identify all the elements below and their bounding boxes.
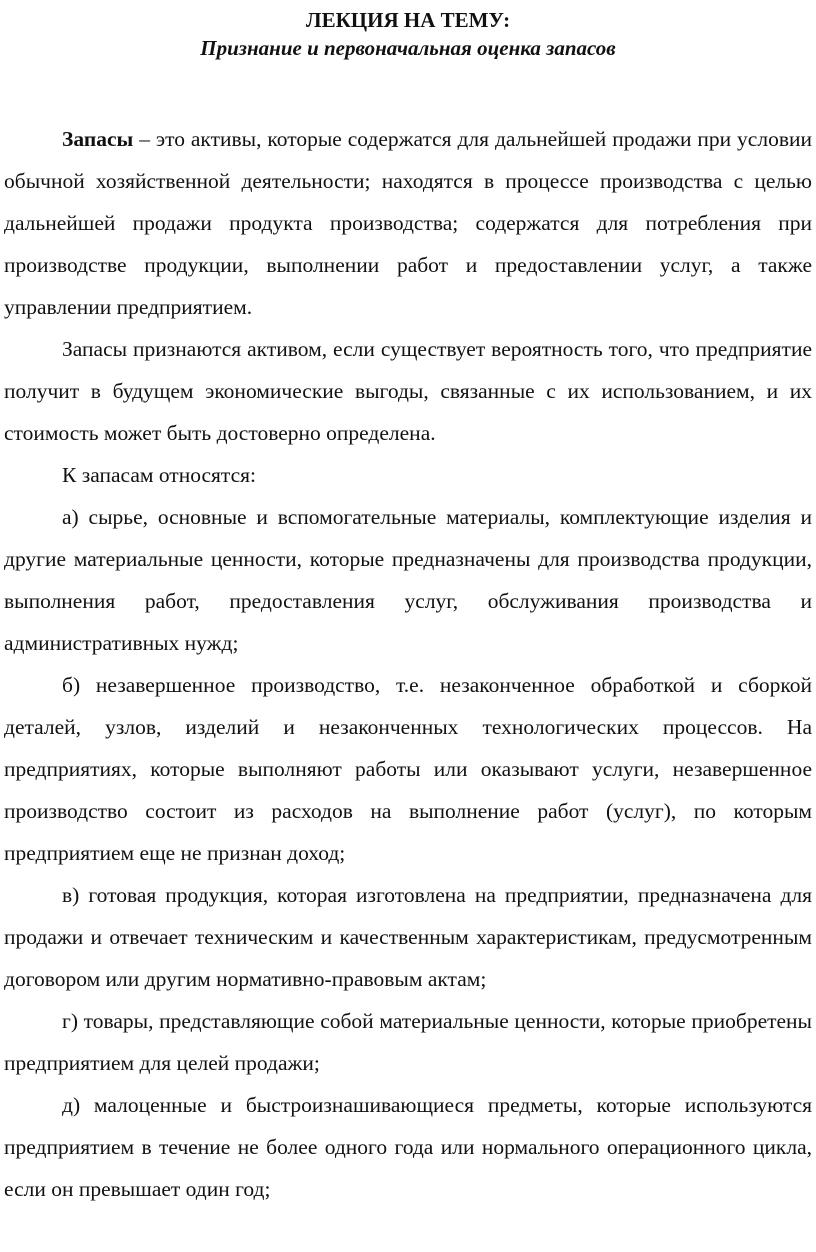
list-item-a: а) сырье, основные и вспомогательные материалы, комплектующие изделия и другие материальные ценности, которые предназначены для производства продукции, выполнения работ, предоставления услуг, обслуживания производства и административных нужд;: [4, 505, 812, 655]
lecture-subtitle: Признание и первоначальная оценка запасов: [200, 36, 616, 60]
definition-paragraph: [4, 118, 812, 328]
definition-text: – это активы, которые содержатся для дальнейшей продажи при условии обычной хозяйственной деятельности; находятся в процессе производства с целью дальнейшей продажи продукта производства; содержатся для потребления при производстве продукции, выполнении работ и предоставлении услуг, а также управлении предприятием.: [4, 127, 812, 319]
list-item-g: г) товары, представляющие собой материальные ценности, которые приобретены предприятием для целей продажи;: [4, 1009, 812, 1075]
definition-term: Запасы: [62, 127, 134, 151]
paragraph-list-intro: К запасам относятся:: [62, 463, 256, 487]
list-item-d: д) малоценные и быстроизнашивающиеся предметы, которые используются предприятием в течение не более одного года или нормального операционного цикла, если он превышает один год;: [4, 1093, 812, 1201]
paragraph-recognition: Запасы признаются активом, если существует вероятность того, что предприятие получит в будущем экономические выгоды, связанные с их использованием, и их стоимость может быть достоверно определена.: [4, 337, 812, 445]
lecture-title: ЛЕКЦИЯ НА ТЕМУ:: [305, 8, 511, 32]
list-item-v: в) готовая продукция, которая изготовлена на предприятии, предназначена для продажи и отвечает техническим и качественным характеристикам, предусмотренным договором или другим нормативно-правовым актам;: [4, 883, 812, 991]
list-item-b: б) незавершенное производство, т.е. незаконченное обработкой и сборкой деталей, узлов, изделий и незаконченных технологических процессов. На предприятиях, которые выполняют работы или оказывают услуги, незавершенное производство состоит из расходов на выполнение работ (услуг), по которым предприятием еще не признан доход;: [4, 673, 812, 865]
